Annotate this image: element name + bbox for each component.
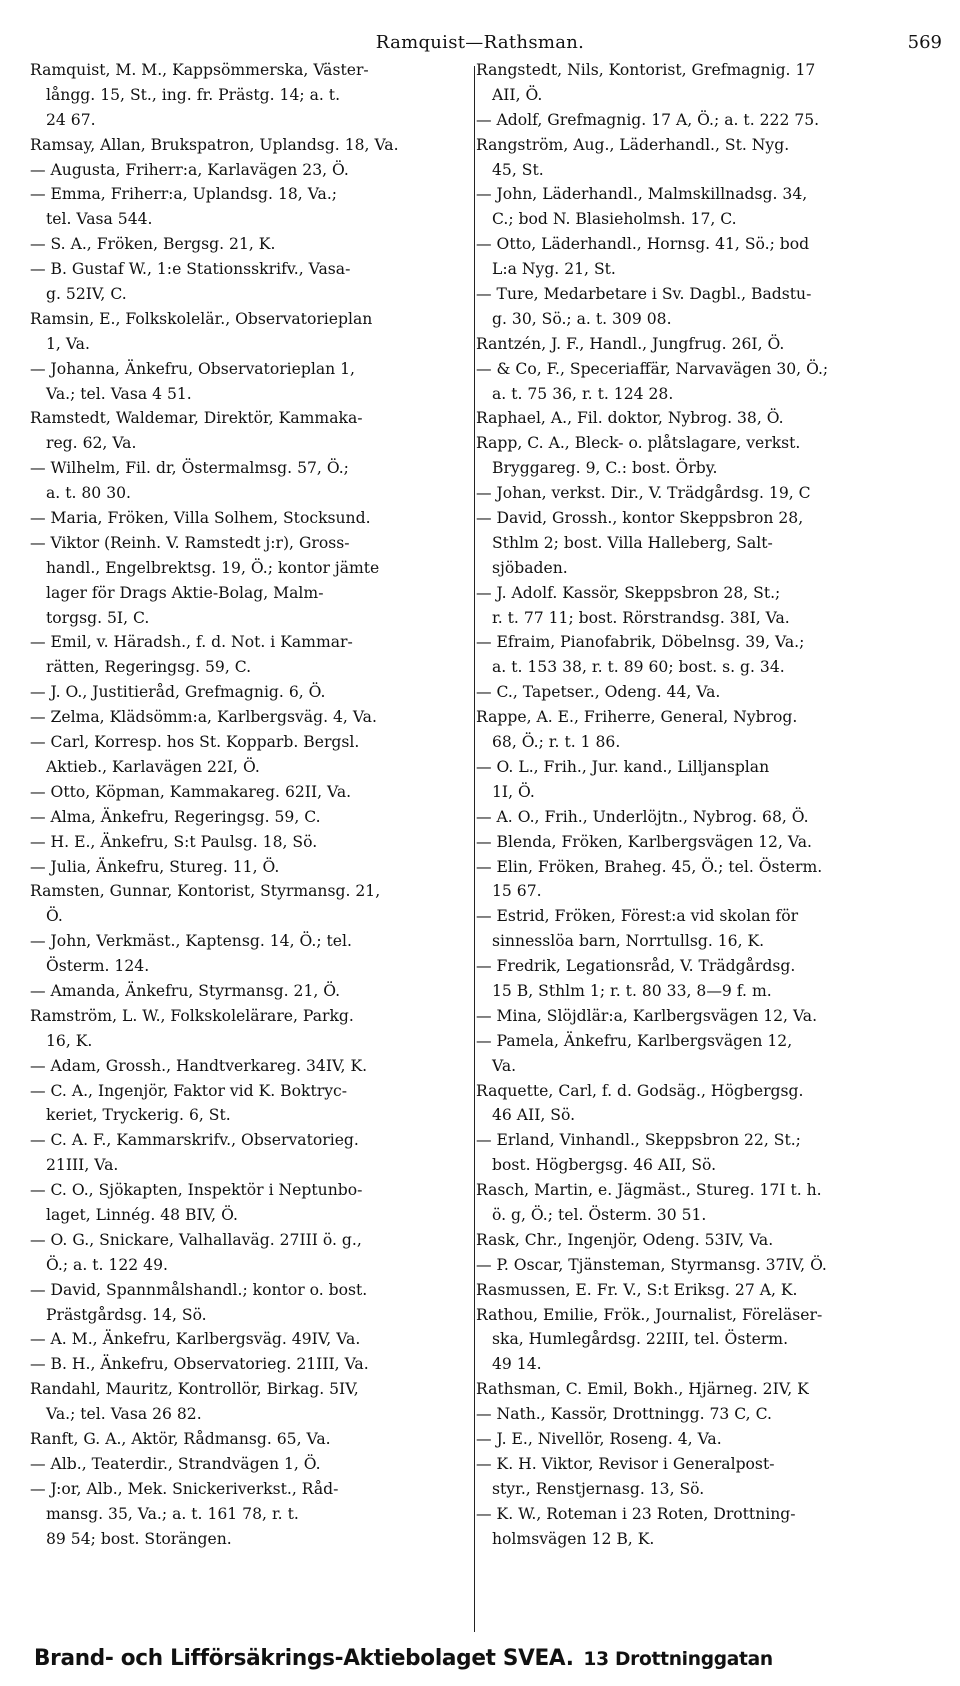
directory-entry-line: — Estrid, Fröken, Förest:a vid skolan för	[476, 907, 799, 926]
directory-entry-line: — Mina, Slöjdlär:a, Karlbergsvägen 12, Va.	[476, 1006, 818, 1025]
directory-entry-line: — O. L., Frih., Jur. kand., Lilljansplan	[476, 757, 770, 776]
directory-entry-line: — Erland, Vinhandl., Skeppsbron 22, St.;	[476, 1131, 801, 1150]
directory-entry-line: 1I, Ö.	[492, 782, 535, 801]
directory-entry-line: — Ture, Medarbetare i Sv. Dagbl., Badstu-	[476, 285, 812, 304]
directory-entry-line: — B. Gustaf W., 1:e Stationsskrifv., Vasa-	[30, 260, 351, 279]
directory-entry-line: tel. Vasa 544.	[46, 210, 153, 229]
directory-entry-line: Österm. 124.	[46, 957, 150, 976]
directory-entry-line: Rapp, C. A., Bleck- o. plåtslagare, verkst.	[476, 434, 801, 453]
directory-entry-line: 15 B, Sthlm 1; r. t. 80 33, 8—9 f. m.	[492, 981, 772, 1000]
directory-entry-line: — O. G., Snickare, Valhallaväg. 27III ö. g.,	[30, 1230, 362, 1249]
directory-entry-line: Sthlm 2; bost. Villa Halleberg, Salt-	[492, 533, 773, 552]
directory-entry-line: ska, Humlegårdsg. 22III, tel. Österm.	[492, 1330, 789, 1349]
directory-entry-line: keriet, Tryckerig. 6, St.	[46, 1106, 231, 1125]
directory-entry-line: 46 AII, Sö.	[492, 1106, 576, 1125]
directory-entry-line: laget, Linnég. 48 BIV, Ö.	[46, 1205, 238, 1224]
directory-entry-line: — Fredrik, Legationsråd, V. Trädgårdsg.	[476, 957, 796, 976]
directory-entry-line: L:a Nyg. 21, St.	[492, 260, 616, 279]
running-head: Ramquist—Rathsman.	[375, 32, 585, 53]
directory-entry-line: Va.	[492, 1056, 517, 1075]
directory-entry-line: långg. 15, St., ing. fr. Prästg. 14; a. t.	[46, 85, 341, 104]
page-number: 569	[907, 32, 942, 53]
directory-entry-line: Rasch, Martin, e. Jägmäst., Stureg. 17I t. h.	[476, 1181, 822, 1200]
column-divider	[474, 66, 475, 1632]
directory-entry-line: torgsg. 5I, C.	[46, 608, 150, 627]
right-column	[476, 58, 918, 1551]
directory-entry-line: Bryggareg. 9, C.: bost. Örby.	[492, 459, 718, 478]
directory-entry-line: — A. M., Änkefru, Karlbergsväg. 49IV, Va.	[30, 1330, 361, 1349]
directory-entry-line: Ranft, G. A., Aktör, Rådmansg. 65, Va.	[30, 1429, 331, 1448]
directory-entry-line: — Adolf, Grefmagnig. 17 A, Ö.; a. t. 222 75.	[476, 110, 820, 129]
directory-entry-line: a. t. 153 38, r. t. 89 60; bost. s. g. 34.	[492, 658, 785, 677]
directory-entry-line: 89 54; bost. Storängen.	[46, 1529, 232, 1548]
directory-entry-line: — Amanda, Änkefru, Styrmansg. 21, Ö.	[30, 981, 341, 1000]
directory-entry-line: Ö.; a. t. 122 49.	[46, 1255, 168, 1274]
page-header	[18, 30, 942, 58]
directory-entry-line: 21III, Va.	[46, 1156, 119, 1175]
directory-entry-line: — Adam, Grossh., Handtverkareg. 34IV, K.	[30, 1056, 368, 1075]
directory-entry-line: Rathsman, C. Emil, Bokh., Hjärneg. 2IV, K	[476, 1380, 809, 1399]
directory-entry-line: — Elin, Fröken, Braheg. 45, Ö.; tel. Österm.	[476, 857, 823, 876]
directory-entry-line: Rappe, A. E., Friherre, General, Nybrog.	[476, 708, 798, 727]
directory-entry-line: — J. E., Nivellör, Roseng. 4, Va.	[476, 1429, 722, 1448]
directory-entry-line: Rathou, Emilie, Frök., Journalist, Föreläser-	[476, 1305, 823, 1324]
directory-entry-line: bost. Högbergsg. 46 AII, Sö.	[492, 1156, 717, 1175]
directory-entry-line: — Augusta, Friherr:a, Karlavägen 23, Ö.	[30, 160, 349, 179]
directory-entry-line: Ö.	[46, 907, 63, 926]
directory-entry-line: — Otto, Köpman, Kammakareg. 62II, Va.	[30, 782, 352, 801]
directory-entry-line: mansg. 35, Va.; a. t. 161 78, r. t.	[46, 1504, 299, 1523]
directory-entry-line: Va.; tel. Vasa 4 51.	[46, 384, 192, 403]
directory-entry-line: Rangstedt, Nils, Kontorist, Grefmagnig. 17	[476, 61, 816, 79]
directory-entry-line: — K. H. Viktor, Revisor i Generalpost-	[476, 1454, 775, 1473]
directory-entry-line: — Viktor (Reinh. V. Ramstedt j:r), Gross-	[30, 533, 350, 552]
directory-entry-line: — Alma, Änkefru, Regeringsg. 59, C.	[30, 807, 321, 826]
directory-entry-line: Raquette, Carl, f. d. Godsäg., Högbergsg.	[476, 1081, 804, 1100]
directory-entry-line: — S. A., Fröken, Bergsg. 21, K.	[30, 235, 276, 254]
directory-entry-line: — Alb., Teaterdir., Strandvägen 1, Ö.	[30, 1454, 321, 1473]
directory-entry-line: — P. Oscar, Tjänsteman, Styrmansg. 37IV, Ö.	[476, 1255, 827, 1274]
directory-entry-line: handl., Engelbrektsg. 19, Ö.; kontor jämte	[46, 558, 380, 577]
directory-entry-line: — H. E., Änkefru, S:t Paulsg. 18, Sö.	[30, 832, 318, 851]
directory-entry-line: a. t. 80 30.	[46, 484, 131, 503]
directory-entry-line: — Otto, Läderhandl., Hornsg. 41, Sö.; bod	[476, 235, 810, 254]
directory-entry-line: Va.; tel. Vasa 26 82.	[46, 1405, 202, 1424]
directory-entry-line: — C. A. F., Kammarskrifv., Observatorieg.	[30, 1131, 359, 1150]
directory-entry-line: ö. g, Ö.; tel. Österm. 30 51.	[492, 1205, 707, 1224]
directory-entry-line: Ramsin, E., Folkskolelär., Observatorieplan	[30, 309, 373, 328]
directory-entry-line: Ramstedt, Waldemar, Direktör, Kammaka-	[30, 409, 363, 428]
directory-entry-line: — C. O., Sjökapten, Inspektör i Neptunbo-	[30, 1181, 363, 1200]
directory-entry-line: — Pamela, Änkefru, Karlbergsvägen 12,	[476, 1031, 793, 1050]
advertisement-footer	[34, 1646, 916, 1686]
directory-entry-line: — John, Verkmäst., Kaptensg. 14, Ö.; tel.	[30, 932, 352, 951]
directory-entry-line: — Nath., Kassör, Drottningg. 73 C, C.	[476, 1405, 772, 1424]
directory-entry-line: rätten, Regeringsg. 59, C.	[46, 658, 252, 677]
directory-entry-line: a. t. 75 36, r. t. 124 28.	[492, 384, 674, 403]
directory-entry-line: g. 52IV, C.	[46, 285, 127, 304]
directory-entry-line: 49 14.	[492, 1355, 542, 1374]
directory-entry-line: — C., Tapetser., Odeng. 44, Va.	[476, 683, 721, 702]
advertisement-address: 13 Drottninggatan	[583, 1648, 773, 1670]
directory-entry-line: — C. A., Ingenjör, Faktor vid K. Boktryc-	[30, 1081, 348, 1100]
directory-entry-line: Ramström, L. W., Folkskolelärare, Parkg.	[30, 1006, 354, 1025]
advertisement-company: Brand- och Lifförsäkrings-Aktiebolaget SVEA.	[34, 1646, 574, 1671]
directory-entry-line: — B. H., Änkefru, Observatorieg. 21III, Va.	[30, 1355, 369, 1374]
directory-entry-line: — A. O., Frih., Underlöjtn., Nybrog. 68, Ö.	[476, 807, 809, 826]
directory-entry-line: — Efraim, Pianofabrik, Döbelnsg. 39, Va.;	[476, 633, 805, 652]
directory-entry-line: reg. 62, Va.	[46, 434, 137, 453]
directory-entry-line: — Maria, Fröken, Villa Solhem, Stocksund.	[30, 509, 371, 528]
directory-entry-line: 15 67.	[492, 882, 542, 901]
directory-entry-line: C.; bod N. Blasieholmsh. 17, C.	[492, 210, 737, 229]
directory-entry-line: Rask, Chr., Ingenjör, Odeng. 53IV, Va.	[476, 1230, 774, 1249]
directory-entry-line: r. t. 77 11; bost. Rörstrandsg. 38I, Va.	[492, 608, 790, 627]
directory-entry-line: — K. W., Roteman i 23 Roten, Drottning-	[476, 1504, 796, 1523]
directory-entry-line: — Johanna, Änkefru, Observatorieplan 1,	[30, 359, 356, 378]
directory-entry-line: AII, Ö.	[492, 85, 543, 104]
directory-entry-line: — J. O., Justitieråd, Grefmagnig. 6, Ö.	[30, 683, 326, 702]
directory-entry-line: 24 67.	[46, 110, 96, 129]
directory-entry-line: 16, K.	[46, 1031, 93, 1050]
directory-entry-line: Randahl, Mauritz, Kontrollör, Birkag. 5IV,	[30, 1380, 359, 1399]
directory-entry-line: 68, Ö.; r. t. 1 86.	[492, 733, 621, 752]
directory-entry-line: Raphael, A., Fil. doktor, Nybrog. 38, Ö.	[476, 409, 784, 428]
directory-entry-line: — J:or, Alb., Mek. Snickeriverkst., Råd-	[30, 1479, 339, 1498]
directory-entry-line: — Julia, Änkefru, Stureg. 11, Ö.	[30, 857, 280, 876]
directory-entry-line: Ramsay, Allan, Brukspatron, Uplandsg. 18, Va.	[30, 135, 399, 154]
directory-entry-line: — Zelma, Klädsömm:a, Karlbergsväg. 4, Va.	[30, 708, 377, 727]
directory-entry-line: Aktieb., Karlavägen 22I, Ö.	[46, 757, 260, 776]
directory-entry-line: Rasmussen, E. Fr. V., S:t Eriksg. 27 A, K.	[476, 1280, 798, 1299]
directory-entry-line: lager för Drags Aktie-Bolag, Malm-	[46, 583, 324, 602]
directory-entry-line: — John, Läderhandl., Malmskillnadsg. 34,	[476, 185, 808, 204]
directory-entry-line: — David, Grossh., kontor Skeppsbron 28,	[476, 509, 804, 528]
directory-entry-line: sjöbaden.	[492, 558, 568, 577]
directory-entry-line: sinnesslöa barn, Norrtullsg. 16, K.	[492, 932, 765, 951]
directory-entry-line: — Emma, Friherr:a, Uplandsg. 18, Va.;	[30, 185, 338, 204]
directory-entry-line: Prästgårdsg. 14, Sö.	[46, 1305, 207, 1324]
directory-entry-line: Ramsten, Gunnar, Kontorist, Styrmansg. 21,	[30, 882, 381, 901]
directory-entry-line: — J. Adolf. Kassör, Skeppsbron 28, St.;	[476, 583, 781, 602]
directory-entry-line: — Emil, v. Häradsh., f. d. Not. i Kammar-	[30, 633, 353, 652]
directory-entry-line: 45, St.	[492, 160, 544, 179]
directory-entry-line: — & Co, F., Speceriaffär, Narvavägen 30, Ö.;	[476, 359, 829, 378]
directory-entry-line: Ramquist, M. M., Kappsömmerska, Väster-	[30, 61, 369, 79]
directory-entry-line: — Wilhelm, Fil. dr, Östermalmsg. 57, Ö.;	[30, 459, 349, 478]
directory-entry-line: g. 30, Sö.; a. t. 309 08.	[492, 309, 672, 328]
directory-entry-line: 1, Va.	[46, 334, 90, 353]
directory-entry-line: Rangström, Aug., Läderhandl., St. Nyg.	[476, 135, 790, 154]
directory-entry-line: — Johan, verkst. Dir., V. Trädgårdsg. 19, C	[476, 484, 811, 503]
directory-entry-line: — David, Spannmålshandl.; kontor o. bost.	[30, 1280, 368, 1299]
directory-columns	[30, 58, 935, 1626]
directory-entry-line: holmsvägen 12 B, K.	[492, 1529, 655, 1548]
directory-entry-line: styr., Renstjernasg. 13, Sö.	[492, 1479, 705, 1498]
directory-entry-line: — Blenda, Fröken, Karlbergsvägen 12, Va.	[476, 832, 812, 851]
directory-entry-line: Rantzén, J. F., Handl., Jungfrug. 26I, Ö.	[476, 334, 785, 353]
directory-entry-line: — Carl, Korresp. hos St. Kopparb. Bergsl.	[30, 733, 360, 752]
left-column	[30, 58, 472, 1551]
